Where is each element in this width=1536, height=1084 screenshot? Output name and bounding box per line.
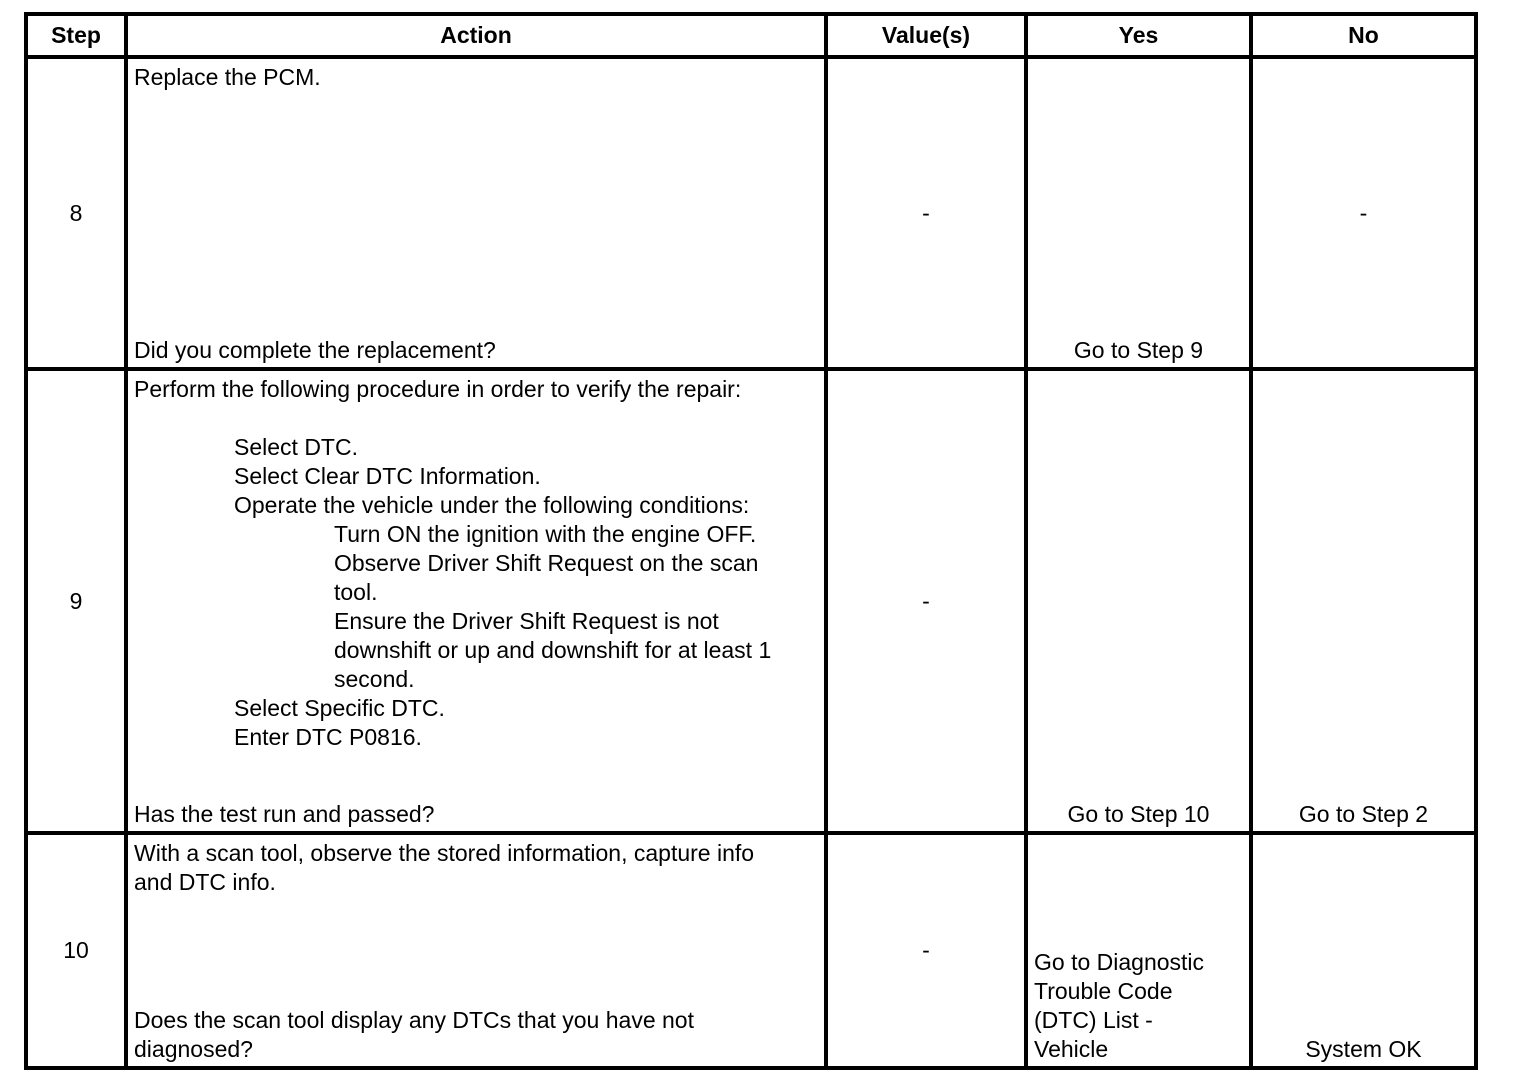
header-values: Value(s) [826,14,1026,57]
table-row-step-8 [26,57,1476,369]
values-cell: - [826,369,1026,833]
header-no: No [1251,14,1476,57]
procedure-item: Select Clear DTC Information. [234,463,541,489]
yes-line: Trouble Code [1034,978,1173,1004]
procedure-subitem: tool. [334,579,378,605]
action-question-line: diagnosed? [134,1036,253,1062]
procedure-item: Enter DTC P0816. [234,724,422,750]
yes-cell [1026,833,1251,1068]
step-number: 8 [26,57,126,369]
yes-line: (DTC) List - [1034,1007,1153,1033]
procedure-subitem: Observe Driver Shift Request on the scan [334,550,759,576]
header-action: Action [126,14,826,57]
yes-cell: Go to Step 9 [1026,57,1251,369]
step-number: 10 [26,833,126,1068]
diagnostic-table [24,12,1478,1070]
procedure-subitem: second. [334,666,415,692]
action-intro-line: With a scan tool, observe the stored information, capture info [134,840,755,866]
values-cell: - [826,833,1026,1068]
action-intro: Replace the PCM. [134,64,321,90]
procedure-subitem: Turn ON the ignition with the engine OFF. [334,521,757,547]
no-cell: System OK [1251,833,1476,1068]
action-question: Did you complete the replacement? [134,337,496,363]
action-intro-line: and DTC info. [134,869,276,895]
action-cell [126,833,826,1068]
action-cell [126,57,826,369]
yes-cell: Go to Step 10 [1026,369,1251,833]
procedure-subitem: Ensure the Driver Shift Request is not [334,608,719,634]
action-question-line: Does the scan tool display any DTCs that you have not [134,1007,694,1033]
header-row [26,14,1476,57]
action-cell [126,369,826,833]
yes-line: Vehicle [1034,1036,1109,1062]
action-question: Has the test run and passed? [134,801,435,827]
no-cell: - [1251,57,1476,369]
action-intro: Perform the following procedure in order to verify the repair: [134,376,742,402]
step-number: 9 [26,369,126,833]
values-cell: - [826,57,1026,369]
procedure-item: Select DTC. [234,434,358,460]
header-step: Step [26,14,126,57]
procedure-item: Select Specific DTC. [234,695,445,721]
procedure-subitem: downshift or up and downshift for at least 1 [334,637,772,663]
header-yes: Yes [1026,14,1251,57]
procedure-item: Operate the vehicle under the following conditions: [234,492,750,518]
table-row-step-10 [26,833,1476,1068]
table-row-step-9 [26,369,1476,833]
no-cell: Go to Step 2 [1251,369,1476,833]
yes-line: Go to Diagnostic [1034,949,1205,975]
